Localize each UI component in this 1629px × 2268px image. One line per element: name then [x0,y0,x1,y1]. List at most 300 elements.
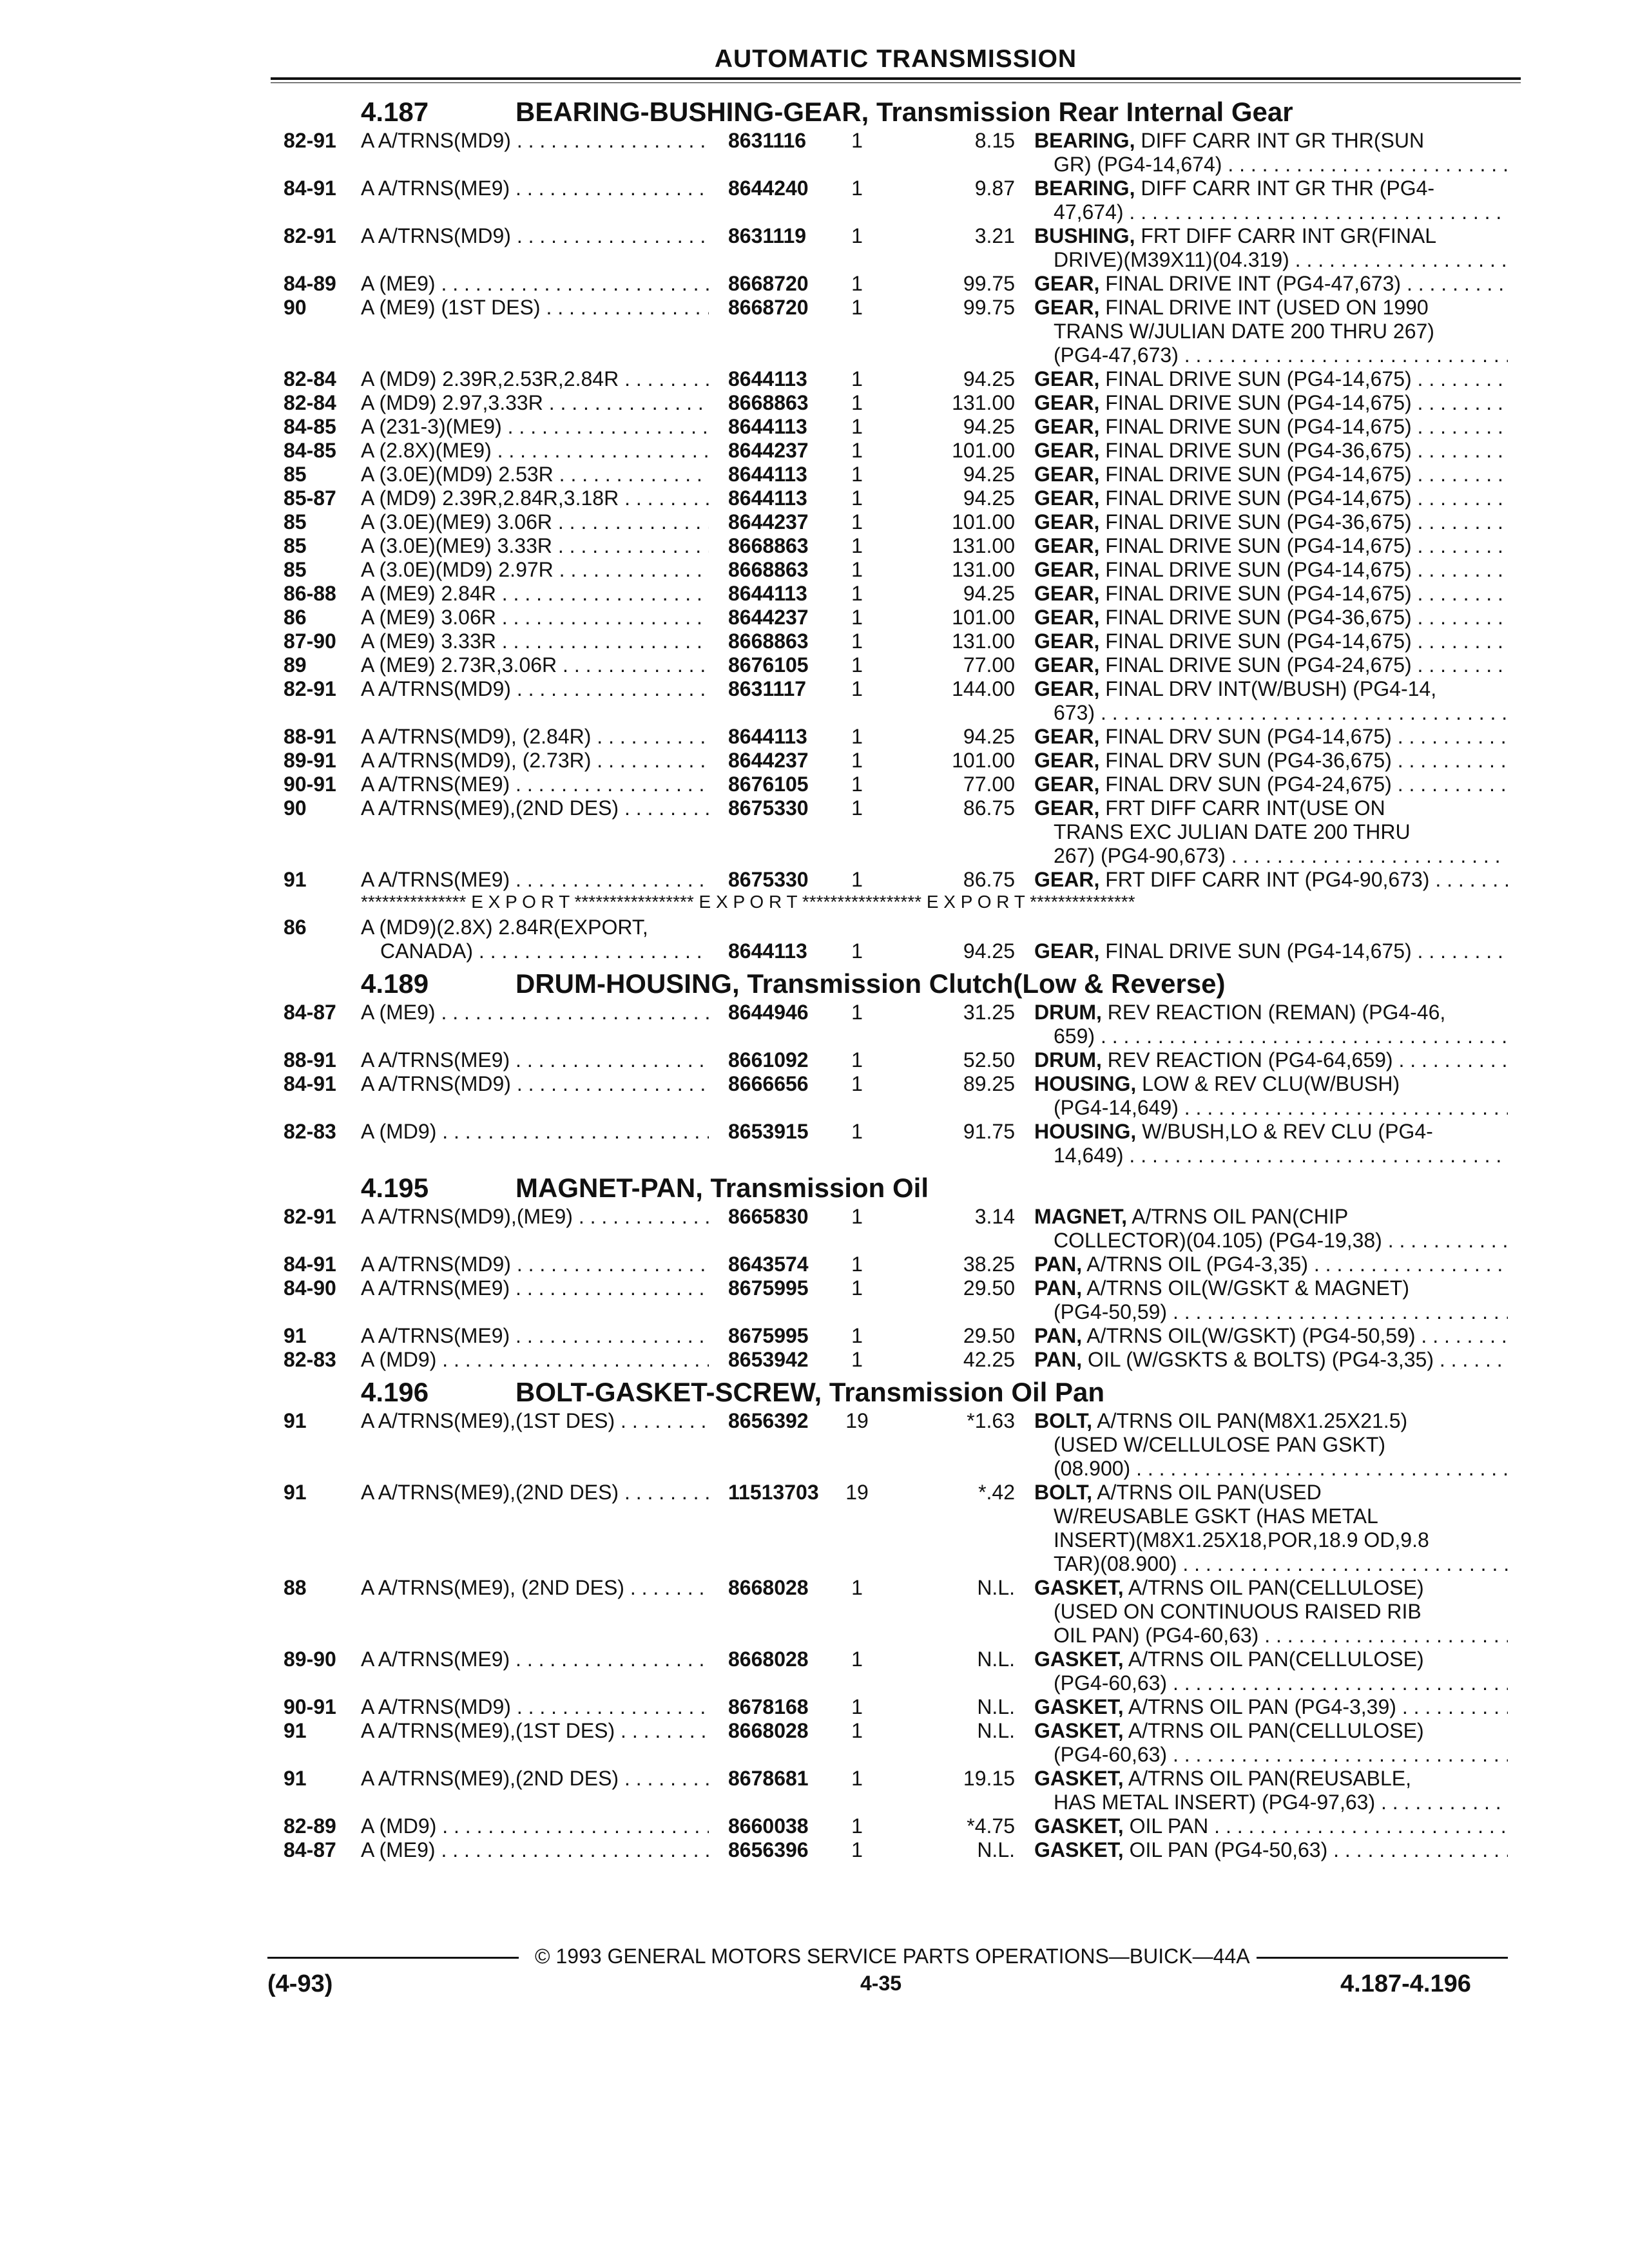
model-years: 82-89 [284,1814,336,1838]
description-text: FINAL DRIVE SUN (PG4-14,675) [1105,558,1412,581]
model-years: 91 [284,1767,307,1790]
description-continuation: TAR)(08.900) . . . [1054,1552,1508,1576]
model-years: 84-91 [284,1253,336,1276]
description-text: FINAL DRIVE SUN (PG4-36,675) [1105,510,1412,533]
price: 3.21 [974,224,1015,247]
price: 86.75 [963,868,1015,891]
application: A A/TRNS(ME9),(2ND DES) . . . [361,1481,709,1504]
application: A (ME9) . . . [361,1838,709,1862]
description [1034,296,1508,320]
description [1034,1120,1508,1144]
model-years: 91 [284,1719,307,1742]
price: N.L. [977,1838,1015,1861]
quantity: 1 [851,582,863,605]
application: A A/TRNS(MD9) . . . [361,224,709,248]
description [1034,939,1508,963]
description-keyword: GEAR, [1034,677,1100,700]
description-text: FINAL DRV SUN (PG4-14,675) [1105,725,1392,748]
part-number: 8668863 [728,629,809,653]
quantity: 1 [851,486,863,510]
part-number: 8675330 [728,868,809,891]
description-text: FINAL DRIVE SUN (PG4-14,675) [1105,486,1412,510]
part-number: 8675995 [728,1276,809,1300]
price: 131.00 [952,534,1015,557]
application: A (3.0E)(MD9) 2.97R . . . [361,558,709,582]
price: *.42 [978,1481,1015,1504]
application: A A/TRNS(ME9) . . . [361,1324,709,1348]
description-text: FINAL DRV SUN (PG4-24,675) [1105,773,1392,796]
application: A (3.0E)(MD9) 2.53R . . . [361,463,709,486]
application: A (231-3)(ME9) . . . [361,415,709,439]
description [1034,1576,1508,1600]
quantity: 1 [851,606,863,629]
description-text: LOW & REV CLU(W/BUSH) [1142,1072,1400,1095]
description-text: A/TRNS OIL(W/GSKT & MAGNET) [1086,1276,1409,1300]
part-number: 8668863 [728,558,809,581]
part-number: 8644237 [728,510,809,533]
quantity: 1 [851,796,863,820]
description [1034,1648,1508,1671]
description-keyword: GASKET, [1034,1814,1124,1838]
quantity: 1 [851,773,863,796]
description-keyword: GASKET, [1034,1719,1124,1742]
description-text: A/TRNS OIL PAN(M8X1.25X21.5) [1097,1409,1408,1432]
description-continuation: (PG4-60,63) . . . [1054,1743,1508,1767]
part-number: 8678681 [728,1767,809,1790]
quantity: 1 [851,749,863,772]
application: A (ME9) 2.73R,3.06R . . . [361,653,709,677]
section-name: DRUM-HOUSING, Transmission Clutch(Low & Reverse) [516,968,1226,999]
quantity: 1 [851,177,863,200]
description-keyword: GEAR, [1034,439,1100,462]
price: 8.15 [974,129,1015,152]
price: 94.25 [963,415,1015,438]
quantity: 1 [851,939,863,963]
part-number: 8661092 [728,1048,809,1072]
section-number: 4.196 [361,1377,429,1407]
model-years: 85 [284,558,307,581]
description-continuation: TRANS W/JULIAN DATE 200 THRU 267) [1054,320,1434,343]
application: A (ME9) 3.06R . . . [361,606,709,629]
part-number: 8668028 [728,1576,809,1599]
description-text: DIFF CARR INT GR THR(SUN [1141,129,1425,152]
application: A (ME9) 2.84R . . . [361,582,709,606]
price: N.L. [977,1576,1015,1599]
description-keyword: GEAR, [1034,606,1100,629]
quantity: 1 [851,1348,863,1371]
part-number: 8676105 [728,773,809,796]
description [1034,1838,1508,1862]
model-years: 82-91 [284,1205,336,1228]
price: 31.25 [963,1001,1015,1024]
price: 38.25 [963,1253,1015,1276]
description-continuation: 267) (PG4-90,673) . . . [1054,844,1508,868]
description-keyword: GEAR, [1034,653,1100,677]
description [1034,629,1508,653]
application: A (MD9) 2.39R,2.84R,3.18R . . . [361,486,709,510]
description-keyword: BEARING, [1034,129,1135,152]
application: A (ME9) (1ST DES) . . . [361,296,709,320]
price: 101.00 [952,606,1015,629]
application: A (2.8X)(ME9) . . . [361,439,709,463]
part-number: 8631119 [728,224,807,247]
description-text: A/TRNS OIL PAN(USED [1097,1481,1322,1504]
part-number: 8668863 [728,391,809,414]
section-name: BOLT-GASKET-SCREW, Transmission Oil Pan [516,1377,1105,1407]
part-number: 8644113 [728,725,807,748]
description-text: A/TRNS OIL PAN(CELLULOSE) [1128,1576,1424,1599]
description-keyword: DRUM, [1034,1001,1102,1024]
price: 19.15 [963,1767,1015,1790]
footer-rule-left [267,1957,519,1959]
price: 29.50 [963,1324,1015,1347]
quantity: 1 [851,1576,863,1599]
description [1034,773,1508,796]
quantity: 1 [851,1072,863,1095]
application: A A/TRNS(MD9) . . . [361,1253,709,1276]
description [1034,749,1508,773]
quantity: 1 [851,129,863,152]
price: 9.87 [974,177,1015,200]
model-years: 85 [284,463,307,486]
model-years: 85 [284,534,307,557]
price: 144.00 [952,677,1015,700]
description-text: A/TRNS OIL (PG4-3,35) [1086,1253,1308,1276]
description-text: DIFF CARR INT GR THR (PG4- [1141,177,1435,200]
model-years: 84-85 [284,415,336,438]
part-number: 8675995 [728,1324,809,1347]
part-number: 8668028 [728,1719,809,1742]
description-text: FINAL DRIVE SUN (PG4-14,675) [1105,391,1412,414]
price: 99.75 [963,272,1015,295]
quantity: 1 [851,439,863,462]
application: A (MD9) . . . [361,1348,709,1372]
part-number: 8678168 [728,1695,809,1718]
description-continuation: GR) (PG4-14,674) . . . [1054,153,1508,177]
price: 94.25 [963,463,1015,486]
description-keyword: GEAR, [1034,725,1100,748]
description-continuation: 673) . . . [1054,701,1508,725]
part-number: 8665830 [728,1205,809,1228]
section-name: MAGNET-PAN, Transmission Oil [516,1173,929,1203]
model-years: 88-91 [284,725,336,748]
price: 52.50 [963,1048,1015,1072]
description [1034,1767,1508,1791]
model-years: 91 [284,1409,307,1432]
quantity: 1 [851,1719,863,1742]
application: A (MD9) . . . [361,1814,709,1838]
price: 101.00 [952,439,1015,462]
application-continuation: CANADA) . . . [380,939,709,963]
price: 99.75 [963,296,1015,319]
application: A (MD9)(2.8X) 2.84R(EXPORT, [361,916,648,939]
description-text: OIL (W/GSKTS & BOLTS) (PG4-3,35) [1087,1348,1434,1371]
model-years: 82-91 [284,224,336,247]
application: A (MD9) 2.39R,2.53R,2.84R . . . [361,367,709,391]
description-keyword: GEAR, [1034,296,1100,319]
part-number: 8631116 [728,129,807,152]
description [1034,177,1508,200]
description-keyword: GEAR, [1034,939,1100,963]
quantity: 1 [851,868,863,891]
description-continuation: (PG4-14,649) . . . [1054,1096,1508,1120]
price: 101.00 [952,510,1015,533]
description-keyword: BUSHING, [1034,224,1135,247]
page-header-title: AUTOMATIC TRANSMISSION [714,45,1077,73]
description-keyword: GEAR, [1034,796,1100,820]
description-keyword: GEAR, [1034,391,1100,414]
quantity: 1 [851,463,863,486]
description-continuation: (08.900) . . . [1054,1457,1508,1481]
model-years: 90 [284,796,307,820]
description-text: A/TRNS OIL(W/GSKT) (PG4-50,59) [1086,1324,1416,1347]
description-keyword: GEAR, [1034,749,1100,772]
application: A A/TRNS(ME9) . . . [361,868,709,892]
quantity: 1 [851,296,863,319]
quantity: 1 [851,1253,863,1276]
price: 77.00 [963,653,1015,677]
description [1034,1814,1508,1838]
description-keyword: GASKET, [1034,1695,1124,1718]
application: A A/TRNS(MD9) . . . [361,1695,709,1719]
part-number: 8653915 [728,1120,809,1143]
description [1034,1481,1508,1504]
description-keyword: GASKET, [1034,1767,1124,1790]
model-years: 82-84 [284,391,336,414]
description [1034,677,1508,701]
price: 94.25 [963,939,1015,963]
part-number: 8644237 [728,439,809,462]
part-number: 11513703 [728,1481,819,1504]
application: A A/TRNS(MD9) . . . [361,677,709,701]
description [1034,1276,1508,1300]
quantity: 1 [851,558,863,581]
model-years: 90 [284,296,307,319]
price: *4.75 [967,1814,1015,1838]
description-text: FINAL DRIVE SUN (PG4-14,675) [1105,415,1412,438]
application: A A/TRNS(ME9),(1ST DES) . . . [361,1409,709,1433]
description-keyword: GEAR, [1034,272,1100,295]
description [1034,129,1508,153]
description-text: FINAL DRV INT(W/BUSH) (PG4-14, [1105,677,1437,700]
description-text: FINAL DRIVE INT (PG4-47,673) [1105,272,1402,295]
model-years: 82-84 [284,367,336,390]
description [1034,463,1508,486]
model-years: 89 [284,653,307,677]
description [1034,1348,1508,1372]
model-years: 89-90 [284,1648,336,1671]
application: A A/TRNS(ME9),(2ND DES) . . . [361,796,709,820]
part-number: 8668863 [728,534,809,557]
description [1034,510,1508,534]
description-continuation: 47,674) . . . [1054,200,1508,224]
application: A (MD9) . . . [361,1120,709,1144]
price: 86.75 [963,796,1015,820]
header-rule-thin [271,82,1521,83]
description [1034,1695,1508,1719]
description [1034,606,1508,629]
part-number: 8666656 [728,1072,809,1095]
model-years: 84-91 [284,1072,336,1095]
description-continuation: DRIVE)(M39X11)(04.319) . . . [1054,248,1508,272]
application: A A/TRNS(ME9) . . . [361,1048,709,1072]
part-number: 8660038 [728,1814,809,1838]
price: N.L. [977,1719,1015,1742]
model-years: 84-91 [284,177,336,200]
description-continuation: (PG4-60,63) . . . [1054,1671,1508,1695]
description [1034,1324,1508,1348]
quantity: 1 [851,1838,863,1861]
description-keyword: GEAR, [1034,510,1100,533]
description [1034,1072,1508,1096]
quantity: 1 [851,224,863,247]
description-keyword: GEAR, [1034,773,1100,796]
description-text: OIL PAN (PG4-50,63) [1129,1838,1328,1861]
model-years: 85-87 [284,486,336,510]
model-years: 84-87 [284,1838,336,1861]
price: *1.63 [967,1409,1015,1432]
description [1034,415,1508,439]
part-number: 8675330 [728,796,809,820]
description [1034,486,1508,510]
description [1034,224,1508,248]
model-years: 88 [284,1576,307,1599]
application: A (3.0E)(ME9) 3.33R . . . [361,534,709,558]
price: 94.25 [963,725,1015,748]
description-text: FINAL DRIVE SUN (PG4-14,675) [1105,939,1412,963]
description-text: REV REACTION (PG4-64,659) [1107,1048,1393,1072]
description-text: FINAL DRIVE SUN (PG4-14,675) [1105,463,1412,486]
quantity: 1 [851,1120,863,1143]
description-text: FINAL DRIVE SUN (PG4-24,675) [1105,653,1412,677]
description-continuation: (PG4-47,673) . . . [1054,343,1508,367]
model-years: 82-91 [284,677,336,700]
description-keyword: DRUM, [1034,1048,1102,1072]
price: 42.25 [963,1348,1015,1371]
description-text: FRT DIFF CARR INT(USE ON [1105,796,1385,820]
description-text: W/BUSH,LO & REV CLU (PG4- [1142,1120,1433,1143]
description-text: FINAL DRIVE SUN (PG4-14,675) [1105,582,1412,605]
model-years: 91 [284,868,307,891]
application: A A/TRNS(ME9) . . . [361,1276,709,1300]
application: A A/TRNS(ME9),(2ND DES) . . . [361,1767,709,1791]
model-years: 85 [284,510,307,533]
description-continuation: (PG4-50,59) . . . [1054,1300,1508,1324]
quantity: 19 [845,1409,869,1432]
price: 94.25 [963,367,1015,390]
description [1034,439,1508,463]
model-years: 90-91 [284,1695,336,1718]
description-keyword: GEAR, [1034,463,1100,486]
part-number: 8644113 [728,486,807,510]
price: 77.00 [963,773,1015,796]
price: N.L. [977,1648,1015,1671]
quantity: 1 [851,367,863,390]
description-continuation: 659) . . . [1054,1024,1508,1048]
description-keyword: GASKET, [1034,1576,1124,1599]
section-number: 4.187 [361,97,429,127]
description-text: OIL PAN [1129,1814,1209,1838]
description-keyword: GEAR, [1034,629,1100,653]
description-text: FRT DIFF CARR INT (PG4-90,673) [1105,868,1430,891]
description-text: REV REACTION (REMAN) (PG4-46, [1107,1001,1446,1024]
model-years: 82-83 [284,1348,336,1371]
description-keyword: GASKET, [1034,1838,1124,1861]
part-number: 8644946 [728,1001,809,1024]
description-keyword: GEAR, [1034,558,1100,581]
quantity: 1 [851,1767,863,1790]
model-years: 89-91 [284,749,336,772]
description-keyword: GEAR, [1034,415,1100,438]
description-text: A/TRNS OIL PAN(CELLULOSE) [1128,1648,1424,1671]
part-number: 8644237 [728,749,809,772]
part-number: 8644113 [728,415,807,438]
part-number: 8656396 [728,1838,809,1861]
description-continuation: TRANS EXC JULIAN DATE 200 THRU [1054,820,1411,843]
quantity: 1 [851,1001,863,1024]
description-continuation: HAS METAL INSERT) (PG4-97,63) . . . [1054,1791,1508,1814]
quantity: 1 [851,415,863,438]
price: 29.50 [963,1276,1015,1300]
part-number: 8644113 [728,463,807,486]
footer-page-number: 4-35 [860,1972,902,1995]
quantity: 1 [851,1695,863,1718]
description-keyword: GASKET, [1034,1648,1124,1671]
description-keyword: GEAR, [1034,367,1100,390]
footer-rule-right [1257,1957,1508,1959]
description-continuation: 14,649) . . . [1054,1144,1508,1168]
price: 101.00 [952,749,1015,772]
part-number: 8644113 [728,939,807,963]
price: 131.00 [952,391,1015,414]
quantity: 1 [851,677,863,700]
application: A A/TRNS(ME9), (2ND DES) . . . [361,1576,709,1600]
description [1034,534,1508,558]
application: A A/TRNS(MD9),(ME9) . . . [361,1205,709,1229]
description-continuation: (USED W/CELLULOSE PAN GSKT) [1054,1433,1386,1456]
model-years: 87-90 [284,629,336,653]
description-keyword: BOLT, [1034,1481,1093,1504]
part-number: 8668720 [728,296,809,319]
description [1034,1253,1508,1276]
model-years: 88-91 [284,1048,336,1072]
quantity: 1 [851,653,863,677]
description-text: FINAL DRV SUN (PG4-36,675) [1105,749,1392,772]
application: A A/TRNS(MD9), (2.73R) . . . [361,749,709,773]
price: 3.14 [974,1205,1015,1228]
application: A A/TRNS(ME9) . . . [361,773,709,796]
description-text: A/TRNS OIL PAN(CHIP [1132,1205,1349,1228]
model-years: 84-89 [284,272,336,295]
application: A (3.0E)(ME9) 3.06R . . . [361,510,709,534]
description-text: FINAL DRIVE SUN (PG4-36,675) [1105,439,1412,462]
quantity: 1 [851,725,863,748]
price: 94.25 [963,582,1015,605]
quantity: 1 [851,534,863,557]
price: N.L. [977,1695,1015,1718]
description-keyword: MAGNET, [1034,1205,1127,1228]
model-years: 84-85 [284,439,336,462]
description-text: FRT DIFF CARR INT GR(FINAL [1141,224,1437,247]
description [1034,558,1508,582]
price: 94.25 [963,486,1015,510]
application: A A/TRNS(MD9) . . . [361,129,709,153]
description-keyword: HOUSING, [1034,1072,1137,1095]
header-rule-thick [271,77,1521,80]
description-continuation: W/REUSABLE GSKT (HAS METAL [1054,1504,1378,1528]
description-text: FINAL DRIVE SUN (PG4-36,675) [1105,606,1412,629]
model-years: 84-87 [284,1001,336,1024]
